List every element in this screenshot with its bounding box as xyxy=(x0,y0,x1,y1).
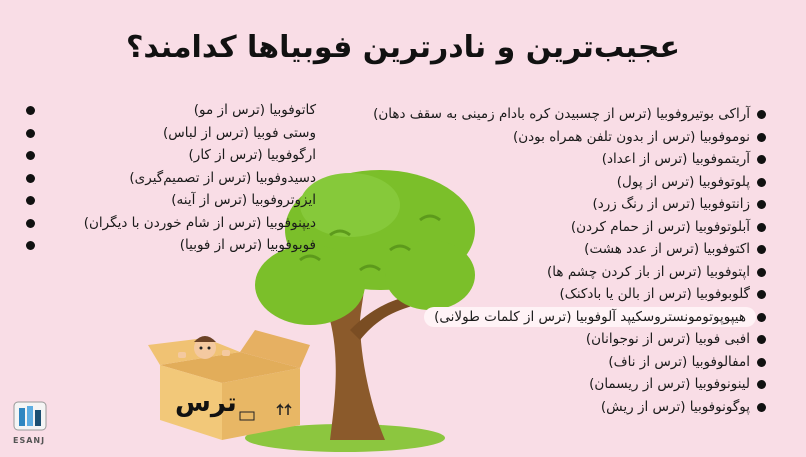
bullet-icon xyxy=(757,290,766,299)
list-item: آراکی بوتیروفوبیا (ترس از چسبیدن کره بادام زمینی به سقف دهان) xyxy=(326,103,766,126)
box-label: ترس xyxy=(175,388,237,418)
list-item: اکتوفوبیا (ترس از عدد هشت) xyxy=(326,238,766,261)
bullet-icon xyxy=(757,133,766,142)
list-item: زانتوفوبیا (ترس از رنگ زرد) xyxy=(326,193,766,216)
list-item: پوگونوفوبیا (ترس از ریش) xyxy=(326,396,766,419)
person-hair xyxy=(194,336,216,342)
person-hand-left xyxy=(178,352,186,358)
bullet-icon xyxy=(757,335,766,344)
bullet-icon xyxy=(757,268,766,277)
bullet-icon xyxy=(757,178,766,187)
list-item: آبلوتوفوبیا (ترس از حمام کردن) xyxy=(326,216,766,239)
bullet-icon xyxy=(26,106,35,115)
list-item: اپتوفوبیا (ترس از باز کردن چشم ها) xyxy=(326,261,766,284)
bullet-icon xyxy=(26,151,35,160)
page-title: عجیب‌ترین و نادرترین فوبیاها کدامند؟ xyxy=(125,30,681,65)
bullet-icon xyxy=(757,245,766,254)
list-item: وستی فوبیا (ترس از لباس) xyxy=(26,122,316,145)
bullet-icon xyxy=(757,380,766,389)
list-item: امفالوفوبیا (ترس از ناف) xyxy=(326,351,766,374)
list-item: لینونوفوبیا (ترس از ریسمان) xyxy=(326,373,766,396)
list-item: دیپنوفوبیا (ترس از شام خوردن با دیگران) xyxy=(26,212,316,235)
highlight-pill: هیپوپوتومونستروسکیپد آلوفوبیا (ترس از کلمات طولانی) xyxy=(424,307,756,327)
list-item: ارگوفوبیا (ترس از کار) xyxy=(26,144,316,167)
bullet-icon xyxy=(757,358,766,367)
list-item xyxy=(326,306,766,329)
bullet-icon xyxy=(757,313,766,322)
left-phobia-list xyxy=(26,99,316,257)
bullet-icon xyxy=(26,129,35,138)
bullet-icon xyxy=(757,200,766,209)
list-item: آریتموفوبیا (ترس از اعداد) xyxy=(326,148,766,171)
list-item: فوبوفوبیا (ترس از فوبیا) xyxy=(26,234,316,257)
list-item: ایزوتروفوبیا (ترس از آینه) xyxy=(26,189,316,212)
list-item: کاتوفوبیا (ترس از مو) xyxy=(26,99,316,122)
bullet-icon xyxy=(757,403,766,412)
list-item: پلوتوفوبیا (ترس از پول) xyxy=(326,171,766,194)
bullet-icon xyxy=(757,110,766,119)
list-item: نوموفوبیا (ترس از بدون تلفن همراه بودن) xyxy=(326,126,766,149)
list-item: دسیدوفوبیا (ترس از تصمیم‌گیری) xyxy=(26,167,316,190)
logo-text: ESANJ xyxy=(13,436,46,445)
person-hand-right xyxy=(222,350,230,356)
bullet-icon xyxy=(26,241,35,250)
bullet-icon xyxy=(757,223,766,232)
bullet-icon xyxy=(26,219,35,228)
bullet-icon xyxy=(26,196,35,205)
bullet-icon xyxy=(757,155,766,164)
right-phobia-list xyxy=(326,103,766,418)
list-item: افبی فوبیا (ترس از نوجوانان) xyxy=(326,328,766,351)
list-item: گلوبوفوبیا (ترس از بالن یا بادکنک) xyxy=(326,283,766,306)
bullet-icon xyxy=(26,174,35,183)
